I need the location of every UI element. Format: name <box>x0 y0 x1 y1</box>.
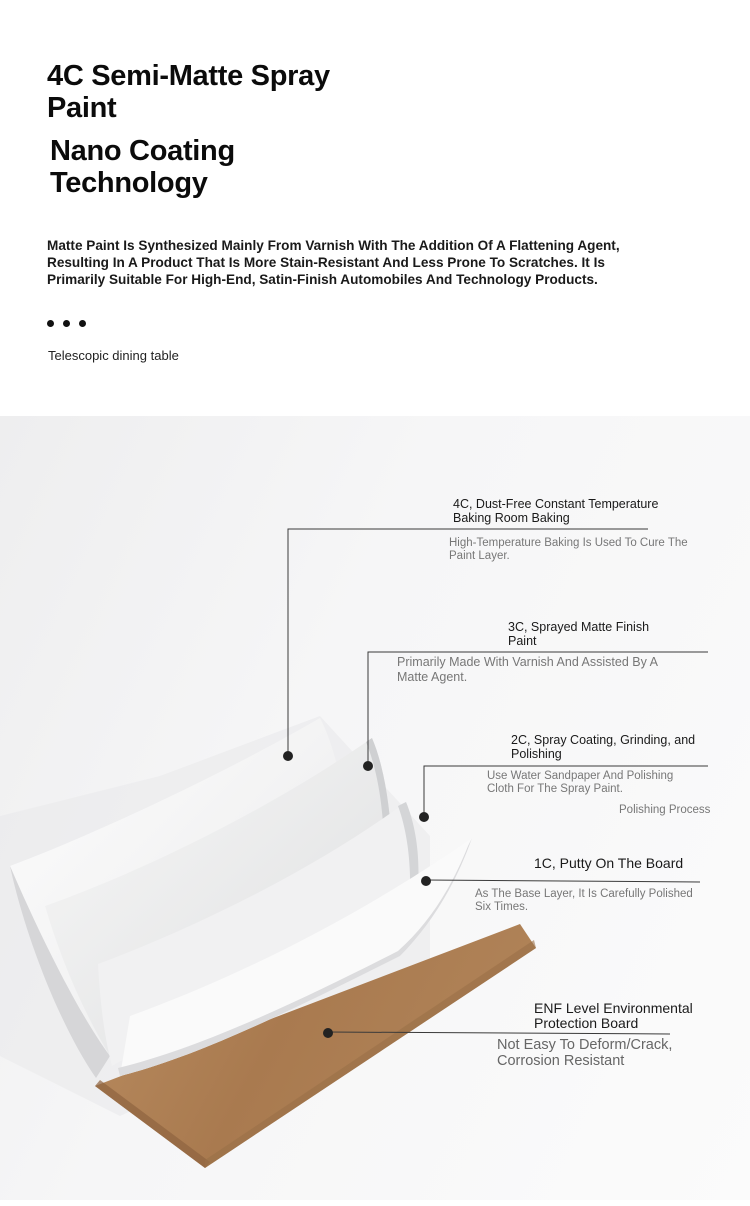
page-title: 4C Semi-Matte Spray Paint <box>47 60 330 124</box>
board-description: Not Easy To Deform/Crack, Corrosion Resistant <box>497 1037 673 1069</box>
layer-4c-description: High-Temperature Baking Is Used To Cure The Paint Layer. <box>449 537 688 562</box>
anchor-dot-icon <box>363 761 373 771</box>
intro-description: Matte Paint Is Synthesized Mainly From Varnish With The Addition Of A Flattening Agent, Resulting In A Product That Is More Stain-Resistant And Less Prone To Scratches. It Is Primarily Suitable For High-End, Satin-Finish Automobiles And Technology Products. <box>47 238 620 287</box>
layer-3c-description: Primarily Made With Varnish And Assisted By A Matte Agent. <box>397 655 658 684</box>
layer-illustration <box>0 416 750 1200</box>
intro-section <box>0 0 750 416</box>
ellipsis-dots-icon <box>47 320 107 328</box>
anchor-dot-icon <box>421 876 431 886</box>
layer-1c-description: As The Base Layer, It Is Carefully Polished Six Times. <box>475 888 693 913</box>
layer-4c-label: 4C, Dust-Free Constant Temperature Baking Room Baking <box>453 497 659 525</box>
anchor-dot-icon <box>283 751 293 761</box>
layer-2c-label: 2C, Spray Coating, Grinding, and Polishing <box>511 733 696 761</box>
page-subtitle: Nano Coating Technology <box>50 135 235 199</box>
layer-2c-description: Use Water Sandpaper And Polishing Cloth For The Spray Paint. <box>487 770 674 795</box>
polishing-process-note: Polishing Process <box>619 804 711 816</box>
layer-3c-label: 3C, Sprayed Matte Finish Paint <box>508 620 650 648</box>
anchor-dot-icon <box>323 1028 333 1038</box>
layer-1c-label: 1C, Putty On The Board <box>534 855 684 871</box>
board-label: ENF Level Environmental Protection Board <box>534 1000 693 1031</box>
dot-icon <box>63 320 70 327</box>
dot-icon <box>47 320 54 327</box>
product-caption: Telescopic dining table <box>48 348 179 363</box>
anchor-dot-icon <box>419 812 429 822</box>
dot-icon <box>79 320 86 327</box>
